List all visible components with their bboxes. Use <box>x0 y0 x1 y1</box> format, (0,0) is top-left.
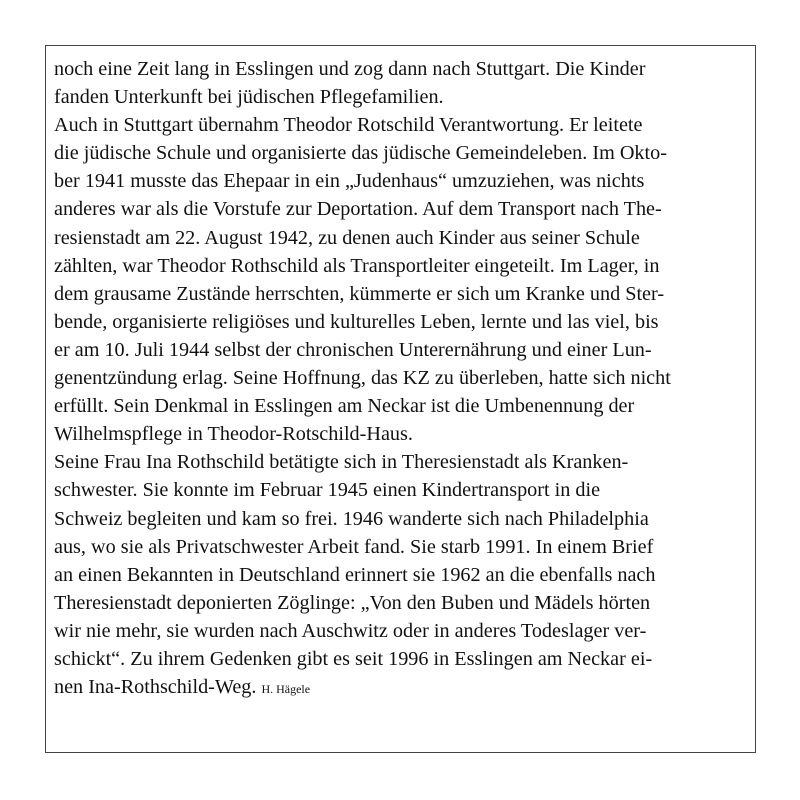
text-line: resienstadt am 22. August 1942, zu denen auch Kinder aus seiner Schule <box>54 226 640 249</box>
article-text <box>54 55 754 701</box>
text-line: zählten, war Theodor Rothschild als Transportleiter eingeteilt. Im Lager, in <box>54 254 660 277</box>
text-line: schwester. Sie konnte im Februar 1945 einen Kindertransport in die <box>54 479 601 502</box>
text-line: er am 10. Juli 1944 selbst der chronischen Unterernährung und einer Lun- <box>54 338 652 361</box>
text-line: fanden Unterkunft bei jüdischen Pflegefamilien. <box>54 86 444 109</box>
text-line: bende, organisierte religiöses und kulturelles Leben, lernte und las viel, bis <box>54 310 659 333</box>
text-line: Auch in Stuttgart übernahm Theodor Rotschild Verantwortung. Er leitete <box>54 114 643 137</box>
text-line: anderes war als die Vorstufe zur Deportation. Auf dem Transport nach The- <box>54 198 662 221</box>
text-line: Wilhelmspflege in Theodor-Rotschild-Haus. <box>54 423 413 446</box>
text-line: die jüdische Schule und organisierte das jüdische Gemeindeleben. Im Okto- <box>54 142 667 165</box>
author-signature: H. Hägele <box>261 682 311 697</box>
text-line: Schweiz begleiten und kam so frei. 1946 wanderte sich nach Philadelphia <box>54 507 649 530</box>
text-line: dem grausame Zustände herrschten, kümmerte er sich um Kranke und Ster- <box>54 282 665 305</box>
text-line: aus, wo sie als Privatschwester Arbeit fand. Sie starb 1991. In einem Brief <box>54 535 654 558</box>
text-line: noch eine Zeit lang in Esslingen und zog dann nach Stuttgart. Die Kinder <box>54 58 646 80</box>
text-line: erfüllt. Sein Denkmal in Esslingen am Neckar ist die Umbenennung der <box>54 395 635 418</box>
text-line: ber 1941 musste das Ehepaar in ein „Judenhaus“ umzuziehen, was nichts <box>54 170 645 193</box>
text-line: wir nie mehr, sie wurden nach Auschwitz oder in anderes Todeslager ver- <box>54 619 647 642</box>
text-line: genentzündung erlag. Seine Hoffnung, das KZ zu überleben, hatte sich nicht <box>54 367 671 390</box>
text-line: an einen Bekannten in Deutschland erinnert sie 1962 an die ebenfalls nach <box>54 563 656 586</box>
last-line-text: nen Ina-Rothschild-Weg. <box>54 676 257 699</box>
text-line: schickt“. Zu ihrem Gedenken gibt es seit 1996 in Esslingen am Neckar ei- <box>54 647 653 670</box>
text-line: Theresienstadt deponierten Zöglinge: „Von den Buben und Mädels hörten <box>54 591 651 614</box>
text-line: Seine Frau Ina Rothschild betätigte sich in Theresienstadt als Kranken- <box>54 451 629 474</box>
text-line-last <box>54 673 754 701</box>
